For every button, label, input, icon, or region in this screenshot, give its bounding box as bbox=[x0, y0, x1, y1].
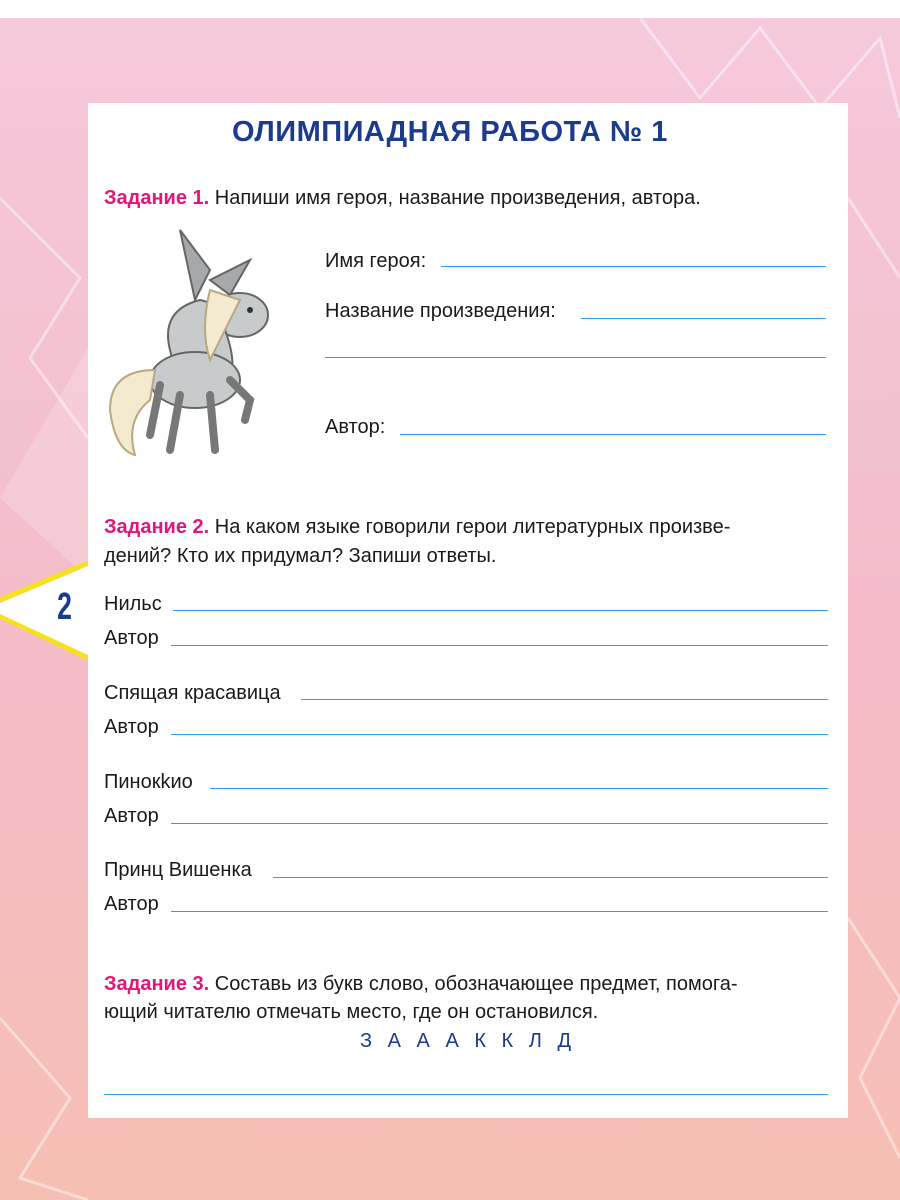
author-answer-line[interactable] bbox=[171, 645, 828, 646]
author-answer-line[interactable] bbox=[171, 734, 828, 735]
task3-label: Задание 3. bbox=[104, 973, 210, 995]
author-label: Автор bbox=[104, 893, 159, 915]
task2-prompt-line1 bbox=[104, 511, 730, 543]
hero-name-answer-line[interactable] bbox=[441, 266, 826, 267]
hero-label: Спящая красавица bbox=[104, 682, 281, 704]
hero-label: Пинокkио bbox=[104, 771, 193, 793]
author-label: Автор: bbox=[325, 416, 386, 438]
work-title-answer-line[interactable] bbox=[581, 318, 826, 319]
work-title-answer-line-2[interactable] bbox=[325, 357, 826, 358]
author-answer-line[interactable] bbox=[171, 911, 828, 912]
donkey-illustration bbox=[100, 220, 290, 470]
task3-text: Составь из букв слово, обозначающее предмет, помога- bbox=[214, 973, 738, 995]
hero-answer-line[interactable] bbox=[273, 877, 828, 878]
task1-label: Задание 1. bbox=[104, 187, 210, 209]
author-answer-line[interactable] bbox=[400, 434, 826, 435]
page-title: ОЛИМПИАДНАЯ РАБОТА № 1 bbox=[232, 116, 668, 148]
task2-text: На каком языке говорили герои литературных произве- bbox=[214, 516, 731, 538]
hero-answer-line[interactable] bbox=[210, 788, 828, 789]
work-title-label: Название произведения: bbox=[325, 300, 556, 322]
author-label: Автор bbox=[104, 716, 159, 738]
author-label: Автор bbox=[104, 627, 159, 649]
task3-prompt-line2: ющий читателю отмечать место, где он остановился. bbox=[104, 1001, 599, 1023]
task2-prompt-line2: дений? Кто их придумал? Запиши ответы. bbox=[104, 545, 497, 567]
task1-prompt bbox=[104, 182, 701, 214]
scrambled-letters: З А А А К К Л Д bbox=[360, 1030, 576, 1052]
author-label: Автор bbox=[104, 805, 159, 827]
author-answer-line[interactable] bbox=[171, 823, 828, 824]
task3-answer-line[interactable] bbox=[104, 1094, 828, 1095]
hero-label: Принц Вишенка bbox=[104, 859, 252, 881]
hero-answer-line[interactable] bbox=[301, 699, 828, 700]
hero-answer-line[interactable] bbox=[173, 610, 828, 611]
page-number: 2 bbox=[57, 586, 72, 628]
task1-text: Напиши имя героя, название произведения, автора. bbox=[214, 187, 701, 209]
task2-label: Задание 2. bbox=[104, 516, 210, 538]
hero-name-label: Имя героя: bbox=[325, 250, 427, 272]
hero-label: Нильс bbox=[104, 593, 162, 615]
